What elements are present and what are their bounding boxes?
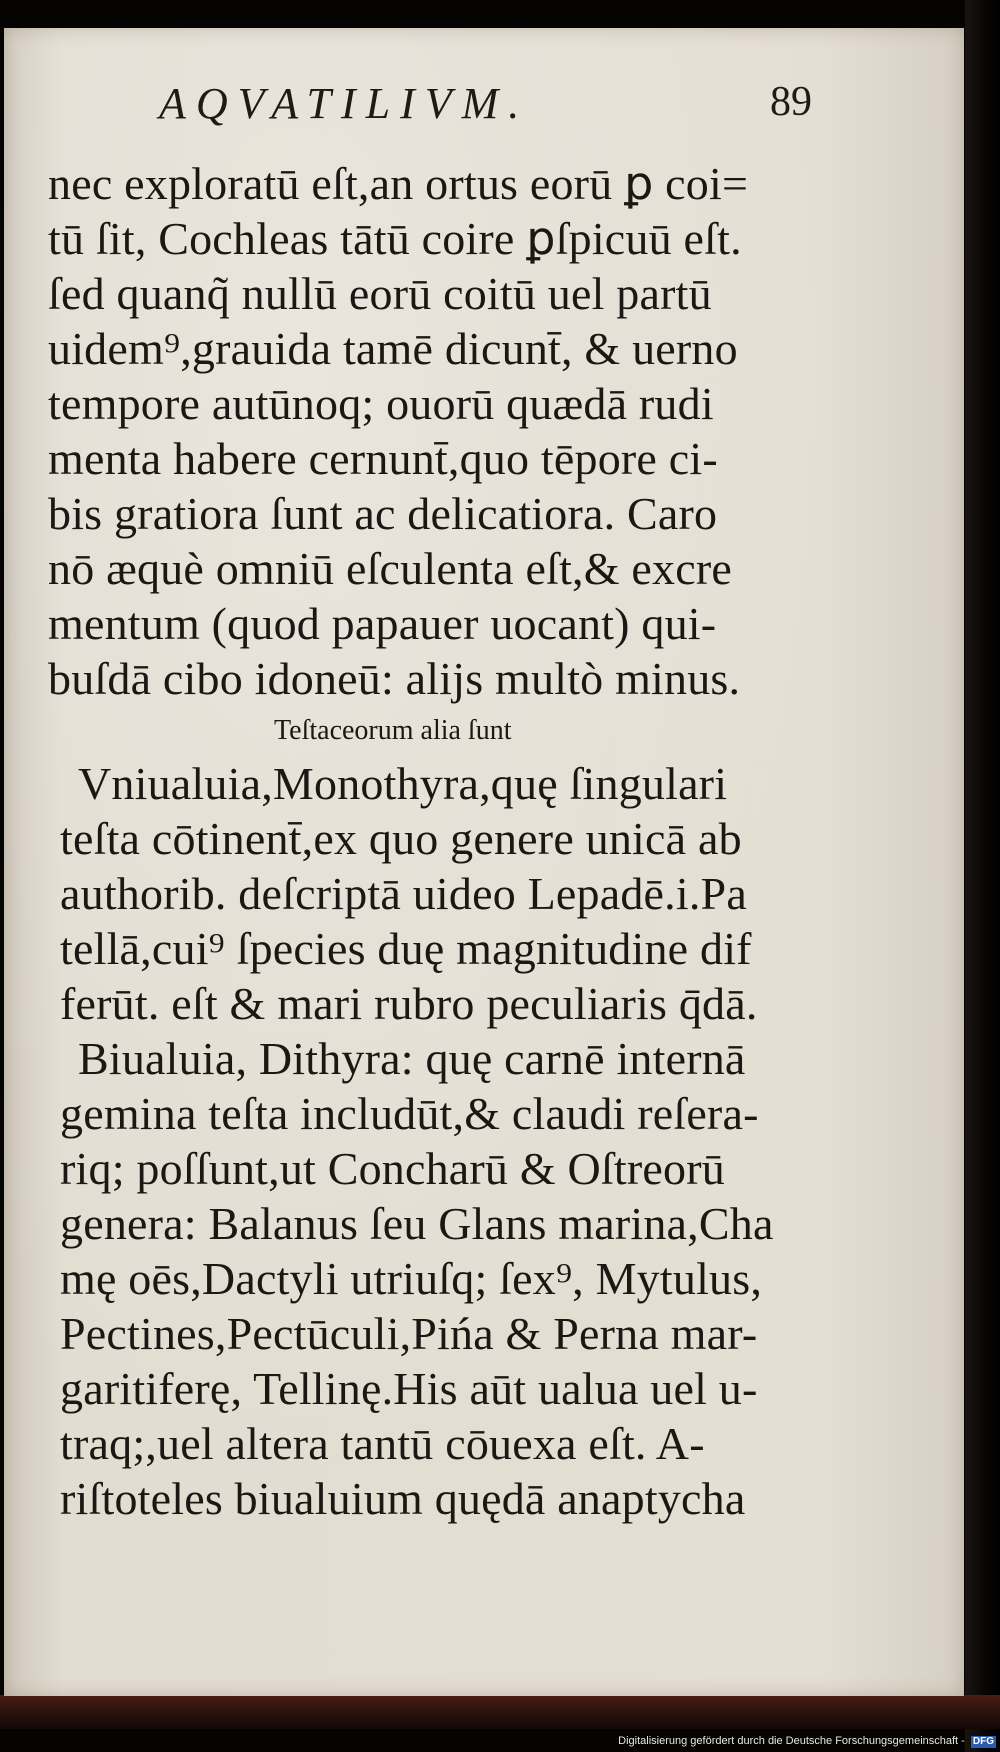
text-line: traq;,uel altera tantū cōuexa eſt. A-: [60, 1418, 705, 1469]
text-line: ſed quanq̃ nullū eorū coitū uel partū: [48, 268, 712, 319]
page-number: 89: [770, 79, 812, 125]
running-title: AQVATILIVM.: [159, 79, 530, 128]
text-line: bis gratiora ſunt ac delicatiora. Caro: [48, 488, 718, 539]
dfg-logo: DFG: [972, 1736, 994, 1747]
text-line: nec exploratū eſt,an ortus eorū ꝑ coi=: [48, 158, 749, 209]
book-page: [4, 28, 964, 1696]
text-line: mę oēs,Dactyli utriuſq; ſex⁹, Mytulus,: [60, 1253, 763, 1304]
text-line: menta habere cernunt̄,quo tēpore ci-: [48, 433, 718, 484]
text-line: uidem⁹,grauida tamē dicunt̄, & uerno: [48, 323, 738, 374]
text-line: gemina teſta includūt,& claudi reſera-: [60, 1088, 759, 1139]
text-line: Vniualuia,Monothyra,quę ſingulari: [78, 758, 728, 809]
text-line: Pectines,Pectūculi,Pińa & Perna mar-: [60, 1308, 758, 1359]
digitization-credit: [618, 1735, 996, 1748]
text-line: tū ſit, Cochleas tātū coire ꝑſpicuū eſt.: [48, 213, 742, 264]
section-subheading: Teſtaceorum alia ſunt: [274, 715, 512, 746]
text-line: authorib. deſcriptā uideo Lepadē.i.Pa: [60, 868, 747, 919]
text-line: riſtoteles biualuium quędā anaptycha: [60, 1473, 746, 1524]
credit-text: Digitalisierung gefördert durch die Deutsche Forschungsgemeinschaft -: [618, 1735, 965, 1747]
text-line: ferūt. eſt & mari rubro peculiaris q̄dā.: [60, 978, 758, 1029]
text-line: teſta cōtinent̄,ex quo genere unicā ab: [60, 813, 742, 864]
page-header: [4, 78, 964, 148]
text-line: mentum (quod papauer uocant) qui-: [48, 598, 717, 649]
paragraph-2: [48, 756, 928, 1031]
text-line: garitiferę, Tellinę.His aūt ualua uel u-: [60, 1363, 758, 1414]
text-line: tellā,cui⁹ ſpecies duę magnitudine dif: [60, 923, 752, 974]
text-line: Biualuia, Dithyra: quę carnē internā: [78, 1033, 746, 1084]
paragraph-1: [48, 156, 928, 706]
text-line: nō æquè omniū eſculenta eſt,& excre: [48, 543, 732, 594]
paragraph-3: [48, 1031, 928, 1526]
text-block: [48, 156, 928, 1526]
text-line: riq; poſſunt,ut Concharū & Oſtreorū: [60, 1143, 725, 1194]
book-cover-edge-bottom: [0, 1695, 1000, 1729]
text-line: tempore autūnoq; ouorū quædā rudi: [48, 378, 714, 429]
text-line: genera: Balanus ſeu Glans marina,Cha: [60, 1198, 774, 1249]
book-cover-edge-right: [965, 0, 1000, 1752]
text-line: buſdā cibo idoneū: alijs multò minus.: [48, 653, 741, 704]
